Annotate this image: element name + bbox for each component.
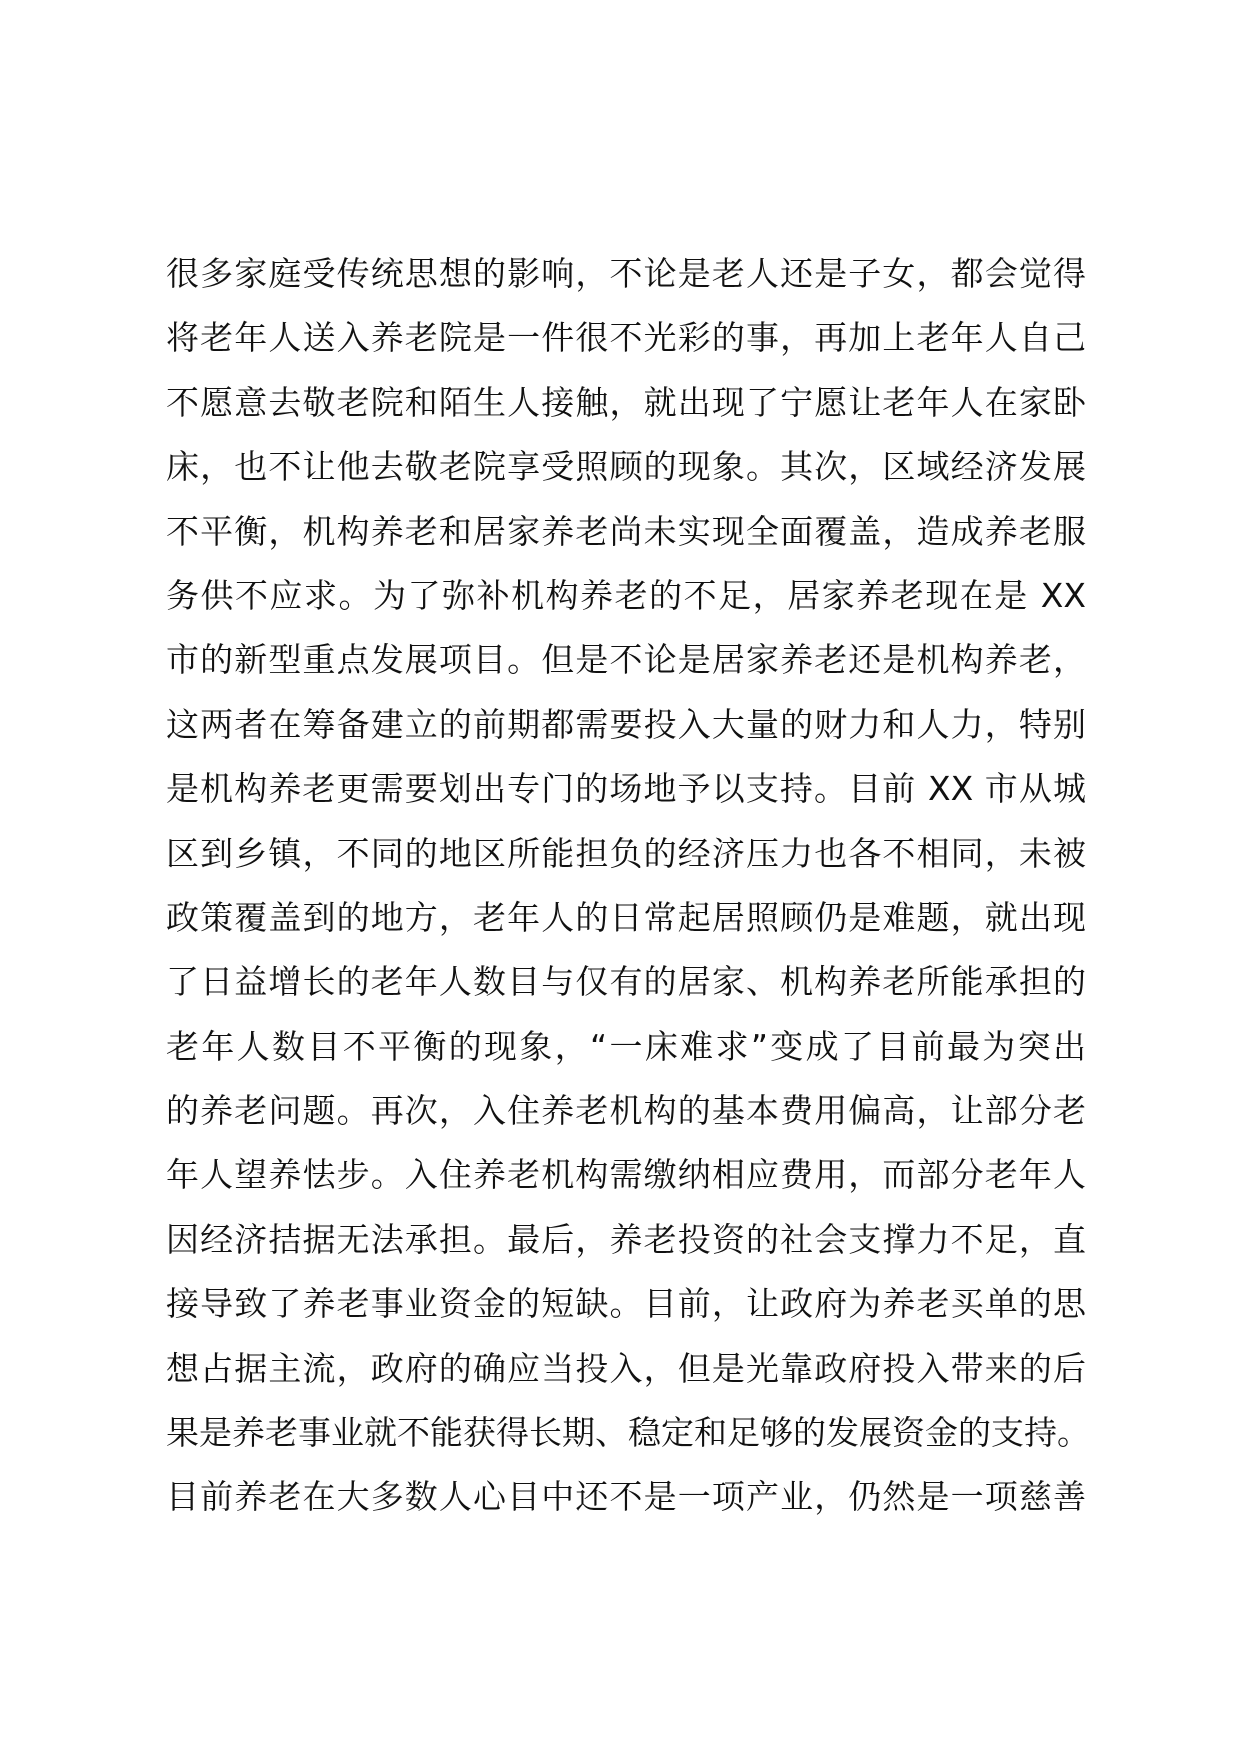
text-line: 市的新型重点发展项目。但是不论是居家养老还是机构养老， bbox=[166, 640, 1086, 680]
text-line: 目前养老在大多数人心目中还不是一项产业，仍然是一项慈善 bbox=[166, 1477, 1086, 1517]
text-line: 果是养老事业就不能获得长期、稳定和足够的发展资金的支持。 bbox=[166, 1413, 1090, 1453]
text-line: 是机构养老更需要划出专门的场地予以支持。目前 XX 市从城 bbox=[166, 769, 1086, 809]
text-line: 务供不应求。为了弥补机构养老的不足，居家养老现在是 XX bbox=[166, 575, 1086, 615]
text-line: 想占据主流，政府的确应当投入，但是光靠政府投入带来的后 bbox=[166, 1348, 1086, 1388]
text-line: 接导致了养老事业资金的短缺。目前，让政府为养老买单的思 bbox=[166, 1284, 1086, 1324]
body-paragraph bbox=[166, 242, 1090, 1530]
text-line: 年人望养怯步。入住养老机构需缴纳相应费用，而部分老年人 bbox=[166, 1155, 1086, 1195]
text-line: 因经济拮据无法承担。最后，养老投资的社会支撑力不足，直 bbox=[166, 1219, 1086, 1259]
text-line: 老年人数目不平衡的现象，“一床难求”变成了目前最为突出 bbox=[166, 1026, 1086, 1066]
text-line: 将老年人送入养老院是一件很不光彩的事，再加上老年人自己 bbox=[166, 318, 1086, 358]
text-line: 不平衡，机构养老和居家养老尚未实现全面覆盖，造成养老服 bbox=[166, 511, 1086, 551]
text-line: 这两者在筹备建立的前期都需要投入大量的财力和人力，特别 bbox=[166, 704, 1086, 744]
text-line: 区到乡镇，不同的地区所能担负的经济压力也各不相同，未被 bbox=[166, 833, 1086, 873]
text-line: 很多家庭受传统思想的影响，不论是老人还是子女，都会觉得 bbox=[166, 254, 1086, 293]
text-line: 政策覆盖到的地方，老年人的日常起居照顾仍是难题，就出现 bbox=[166, 897, 1086, 937]
text-line: 了日益增长的老年人数目与仅有的居家、机构养老所能承担的 bbox=[166, 962, 1086, 1002]
text-line: 不愿意去敬老院和陌生人接触，就出现了宁愿让老年人在家卧 bbox=[166, 382, 1086, 422]
text-line: 的养老问题。再次，入住养老机构的基本费用偏高，让部分老 bbox=[166, 1091, 1086, 1131]
text-line: 床，也不让他去敬老院享受照顾的现象。其次，区域经济发展 bbox=[166, 447, 1086, 487]
